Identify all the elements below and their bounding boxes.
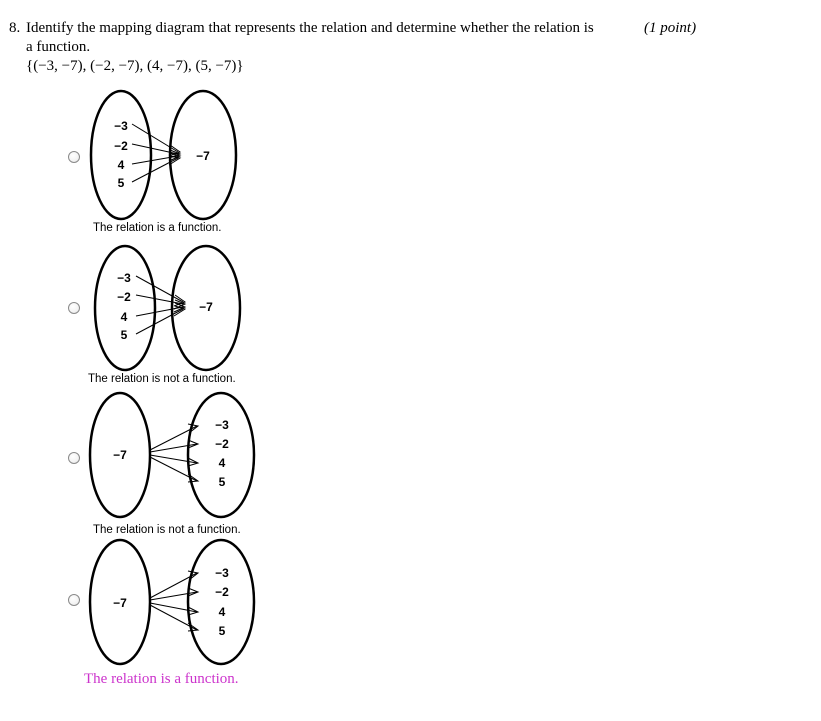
mapping-diagram-3 — [85, 390, 260, 524]
range-value: 5 — [218, 475, 226, 489]
answer-option-4-radio[interactable] — [68, 594, 80, 606]
range-value: 5 — [218, 624, 226, 638]
mapping-arrow — [150, 444, 197, 452]
range-value: 4 — [218, 456, 226, 470]
question-text-line2: a function. — [26, 39, 91, 55]
range-value: −3 — [215, 418, 229, 432]
question-number: 8. — [9, 20, 21, 36]
question-text: Identify the mapping diagram that represents the relation and determine whether the relation is — [26, 20, 594, 36]
answer-option-3-caption: The relation is not a function. — [93, 524, 241, 536]
range-value: −2 — [215, 585, 229, 599]
mapping-diagram-1 — [85, 88, 245, 224]
range-value: −3 — [215, 566, 229, 580]
range-oval — [188, 393, 254, 517]
mapping-arrow — [136, 295, 183, 304]
domain-value: 5 — [120, 328, 128, 342]
answer-option-1-radio[interactable] — [68, 151, 80, 163]
domain-value: −2 — [114, 139, 128, 153]
answer-option-1-caption: The relation is a function. — [93, 222, 222, 234]
range-value: −7 — [199, 300, 213, 314]
domain-value: −3 — [117, 271, 131, 285]
domain-oval — [91, 91, 151, 219]
mapping-diagram-2 — [88, 242, 248, 376]
relation-set: {(−3, −7), (−2, −7), (4, −7), (5, −7)} — [26, 58, 244, 74]
domain-oval — [95, 246, 155, 370]
domain-value: −3 — [114, 119, 128, 133]
range-value: −2 — [215, 437, 229, 451]
question-points: (1 point) — [644, 20, 697, 36]
domain-value: −7 — [113, 596, 127, 610]
domain-value: 4 — [120, 310, 128, 324]
domain-value: −7 — [113, 448, 127, 462]
answer-option-3-radio[interactable] — [68, 452, 80, 464]
domain-value: 5 — [117, 176, 125, 190]
range-value: 4 — [218, 605, 226, 619]
range-value: −7 — [196, 149, 210, 163]
mapping-arrow — [150, 592, 197, 600]
range-oval — [188, 540, 254, 664]
answer-option-4-caption: The relation is a function. — [84, 671, 239, 687]
mapping-arrow — [136, 309, 183, 334]
domain-value: 4 — [117, 158, 125, 172]
domain-value: −2 — [117, 290, 131, 304]
mapping-diagram-4 — [85, 537, 260, 671]
answer-option-2-caption: The relation is not a function. — [88, 373, 236, 385]
answer-option-2-radio[interactable] — [68, 302, 80, 314]
